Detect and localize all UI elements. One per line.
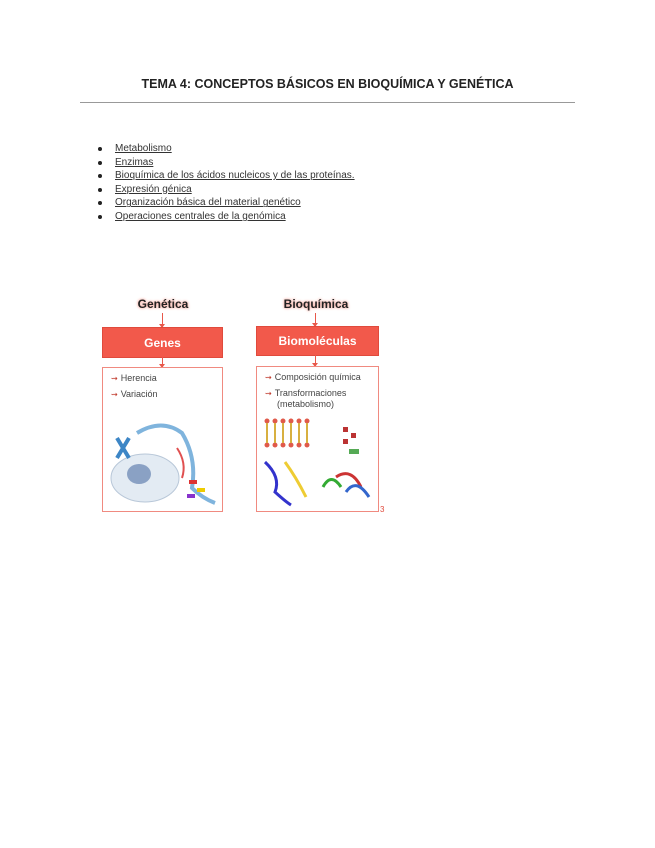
topic-link-expresion[interactable]: Expresión génica [115,183,192,195]
list-item [98,169,355,183]
page-title: TEMA 4: CONCEPTOS BÁSICOS EN BIOQUÍMICA Y GENÉTICA [141,77,514,91]
arrow-icon [162,357,163,367]
bullet-icon: ⇝ [265,373,272,382]
topic-link-enzimas[interactable]: Enzimas [115,156,154,168]
list-item [98,156,355,170]
list-item [98,142,355,156]
point-text: Variación [120,389,158,399]
bullet-icon: ⇝ [111,374,118,383]
list-item [98,196,355,210]
bullet-icon: ⇝ [265,389,272,398]
bioquimica-content [256,366,379,512]
topic-link-organizacion[interactable]: Organización básica del material genético [115,197,301,209]
divider [80,102,575,103]
arrow-icon [315,313,316,326]
cell-dna-illustration [107,418,217,506]
genes-box: Genes [102,327,223,358]
arrow-icon [315,355,316,366]
point-text: Transformaciones (metabolismo) [274,388,347,409]
bullet-icon: ⇝ [111,390,118,399]
list-item [98,210,355,224]
bioquimica-label: Bioquímica [283,297,349,311]
biomoleculas-box: Biomoléculas [256,326,379,356]
genetica-label: Genética [137,297,189,311]
genetica-content [102,367,223,512]
topic-list [98,142,355,224]
topic-link-metabolismo[interactable]: Metabolismo [115,143,172,154]
topic-link-operaciones[interactable]: Operaciones centrales de la genómica [115,210,286,222]
arrow-icon [162,313,163,327]
point-text: Composición química [274,372,361,382]
point-text: Herencia [120,373,157,383]
topic-link-bioquimica[interactable]: Bioquímica de los ácidos nucleicos y de las proteínas. [115,170,355,182]
list-item [98,183,355,197]
slide-page-number: 3 [380,505,385,514]
biomolecules-illustration [261,417,373,507]
